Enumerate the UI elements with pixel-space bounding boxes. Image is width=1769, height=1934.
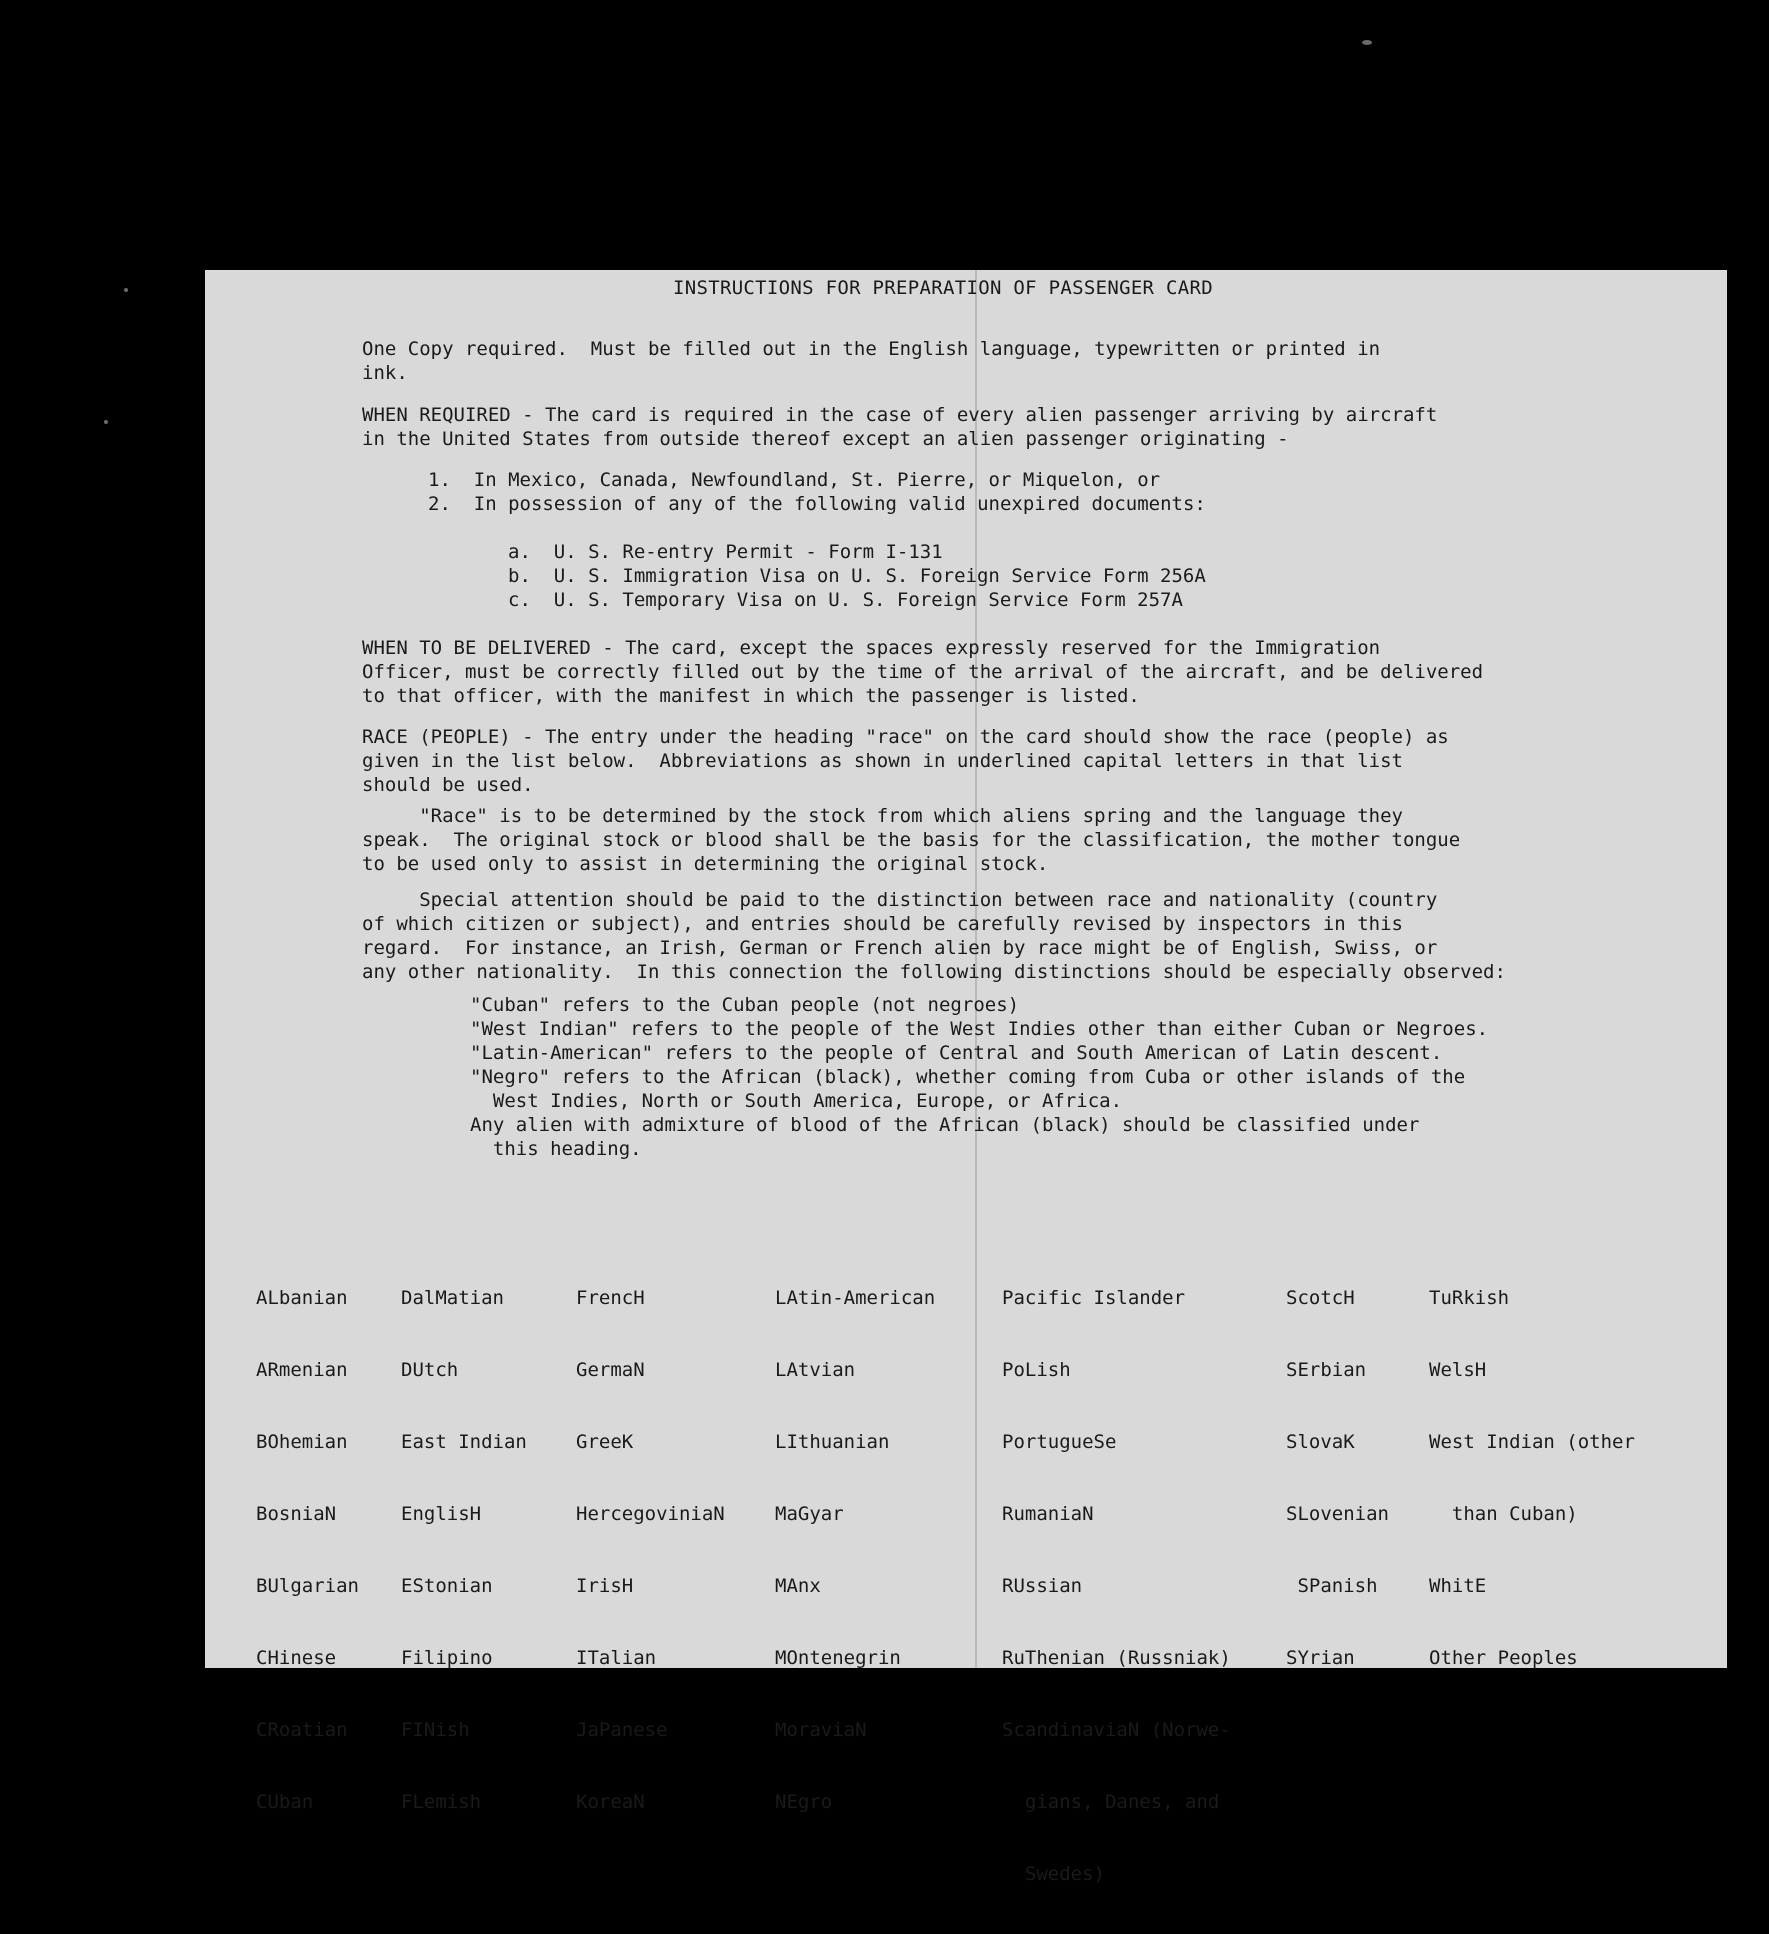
list-item: GreeK bbox=[576, 1431, 634, 1453]
list-item: WhitE bbox=[1429, 1575, 1487, 1597]
list-item: KoreaN bbox=[576, 1791, 645, 1813]
list-item: SYrian bbox=[1286, 1647, 1355, 1669]
list-item: West Indian (other bbox=[1429, 1431, 1635, 1453]
list-item: LAtin-American bbox=[775, 1287, 936, 1309]
list-item: Swedes) bbox=[1002, 1863, 1105, 1885]
list-item: WelsH bbox=[1429, 1359, 1487, 1381]
list-item: JaPanese bbox=[576, 1719, 668, 1741]
list-item: PortugueSe bbox=[1002, 1431, 1117, 1453]
documents-list: a. U. S. Re-entry Permit - Form I-131 b. U. S. Immigration Visa on U. S. Foreign Service Form 256A c. U. S. Temporary Visa on U. S. Foreign Service Form 257A bbox=[508, 541, 1206, 611]
race-list-column-1 bbox=[256, 1238, 359, 1862]
list-item: DUtch bbox=[401, 1359, 459, 1381]
race-definition-paragraph: "Race" is to be determined by the stock from which aliens spring and the language they speak. The original stock or blood shall be the basis for the classification, the mother tongue to be used only to assist in determining the original stock. bbox=[362, 805, 1461, 875]
list-item: ScandinaviaN (Norwe- bbox=[1002, 1719, 1231, 1741]
list-item: IrisH bbox=[576, 1575, 634, 1597]
list-item: TuRkish bbox=[1429, 1287, 1510, 1309]
list-item: GermaN bbox=[576, 1359, 645, 1381]
list-item: Other Peoples bbox=[1429, 1647, 1578, 1669]
list-item: BOhemian bbox=[256, 1431, 348, 1453]
scan-speck bbox=[104, 420, 108, 424]
list-item: CRoatian bbox=[256, 1719, 348, 1741]
race-people-paragraph: RACE (PEOPLE) - The entry under the heading "race" on the card should show the race (people) as given in the list below. Abbreviations as shown in underlined capital letters in that list should be used. bbox=[362, 726, 1449, 796]
list-item: EStonian bbox=[401, 1575, 493, 1597]
list-item: DalMatian bbox=[401, 1287, 504, 1309]
list-item: BosniaN bbox=[256, 1503, 337, 1525]
list-item: East Indian bbox=[401, 1431, 527, 1453]
intro-paragraph: One Copy required. Must be filled out in the English language, typewritten or printed in ink. bbox=[362, 338, 1381, 384]
list-item: BUlgarian bbox=[256, 1575, 359, 1597]
list-item: RuThenian (Russniak) bbox=[1002, 1647, 1231, 1669]
special-attention-paragraph: Special attention should be paid to the distinction between race and nationality (country of which citizen or subject), and entries should be carefully revised by inspectors in this regard. For instance, an Irish, German or French alien by race might be of English, Swiss, or any other nationality. In this connection the following distinctions should be especially observed: bbox=[362, 889, 1506, 983]
list-item: Pacific Islander bbox=[1002, 1287, 1186, 1309]
list-item: gians, Danes, and bbox=[1002, 1791, 1220, 1813]
document-title: INSTRUCTIONS FOR PREPARATION OF PASSENGER CARD bbox=[673, 277, 1213, 299]
list-item: EnglisH bbox=[401, 1503, 482, 1525]
list-item: RUssian bbox=[1002, 1575, 1083, 1597]
scan-speck bbox=[1362, 40, 1372, 45]
race-list-column-6 bbox=[1286, 1238, 1389, 1718]
list-item: ITalian bbox=[576, 1647, 657, 1669]
list-item: LAtvian bbox=[775, 1359, 856, 1381]
list-item: FINish bbox=[401, 1719, 470, 1741]
list-item: ARmenian bbox=[256, 1359, 348, 1381]
scan-speck bbox=[124, 288, 128, 292]
list-item: SlovaK bbox=[1286, 1431, 1355, 1453]
list-item: SLovenian bbox=[1286, 1503, 1389, 1525]
when-required-paragraph: WHEN REQUIRED - The card is required in the case of every alien passenger arriving by aircraft in the United States from outside thereof except an alien passenger originating - bbox=[362, 404, 1438, 450]
list-item: Filipino bbox=[401, 1647, 493, 1669]
list-item: MoraviaN bbox=[775, 1719, 867, 1741]
list-item: LIthuanian bbox=[775, 1431, 890, 1453]
race-list-column-7 bbox=[1429, 1238, 1635, 1718]
list-item: RumaniaN bbox=[1002, 1503, 1094, 1525]
list-item: FLemish bbox=[401, 1791, 482, 1813]
race-list-column-2 bbox=[401, 1238, 527, 1862]
list-item: PoLish bbox=[1002, 1359, 1071, 1381]
list-item: ScotcH bbox=[1286, 1287, 1355, 1309]
when-delivered-paragraph: WHEN TO BE DELIVERED - The card, except the spaces expressly reserved for the Immigration Officer, must be correctly filled out by the time of the arrival of the aircraft, and be delivered to that officer, with the manifest in which the passenger is listed. bbox=[362, 637, 1484, 707]
distinctions-list: "Cuban" refers to the Cuban people (not negroes) "West Indian" refers to the people of the West Indies other than either Cuban or Negroes. "Latin-American" refers to the people of Central and South American of Latin descent. "Negro" refers to the African (black), whether coming from Cuba or other islands of the West Indies, North or South America, Europe, or Africa. Any alien with admixture of blood of the African (black) should be classified under this heading. bbox=[470, 994, 1489, 1160]
list-item: MAnx bbox=[775, 1575, 821, 1597]
list-item: SErbian bbox=[1286, 1359, 1367, 1381]
list-item: MOntenegrin bbox=[775, 1647, 901, 1669]
list-item: than Cuban) bbox=[1429, 1503, 1578, 1525]
list-item: FrencH bbox=[576, 1287, 645, 1309]
list-item: HercegoviniaN bbox=[576, 1503, 725, 1525]
list-item: SPanish bbox=[1286, 1575, 1378, 1597]
race-list-column-4 bbox=[775, 1238, 935, 1862]
list-item: CUban bbox=[256, 1791, 314, 1813]
race-list-column-3 bbox=[576, 1238, 725, 1862]
race-list-column-5 bbox=[1002, 1238, 1231, 1934]
list-item: NEgro bbox=[775, 1791, 833, 1813]
list-item: CHinese bbox=[256, 1647, 337, 1669]
conditions-list: 1. In Mexico, Canada, Newfoundland, St. Pierre, or Miquelon, or 2. In possession of any of the following valid unexpired documents: bbox=[428, 469, 1206, 515]
list-item: MaGyar bbox=[775, 1503, 844, 1525]
document-page bbox=[205, 270, 1727, 1885]
list-item: ALbanian bbox=[256, 1287, 348, 1309]
